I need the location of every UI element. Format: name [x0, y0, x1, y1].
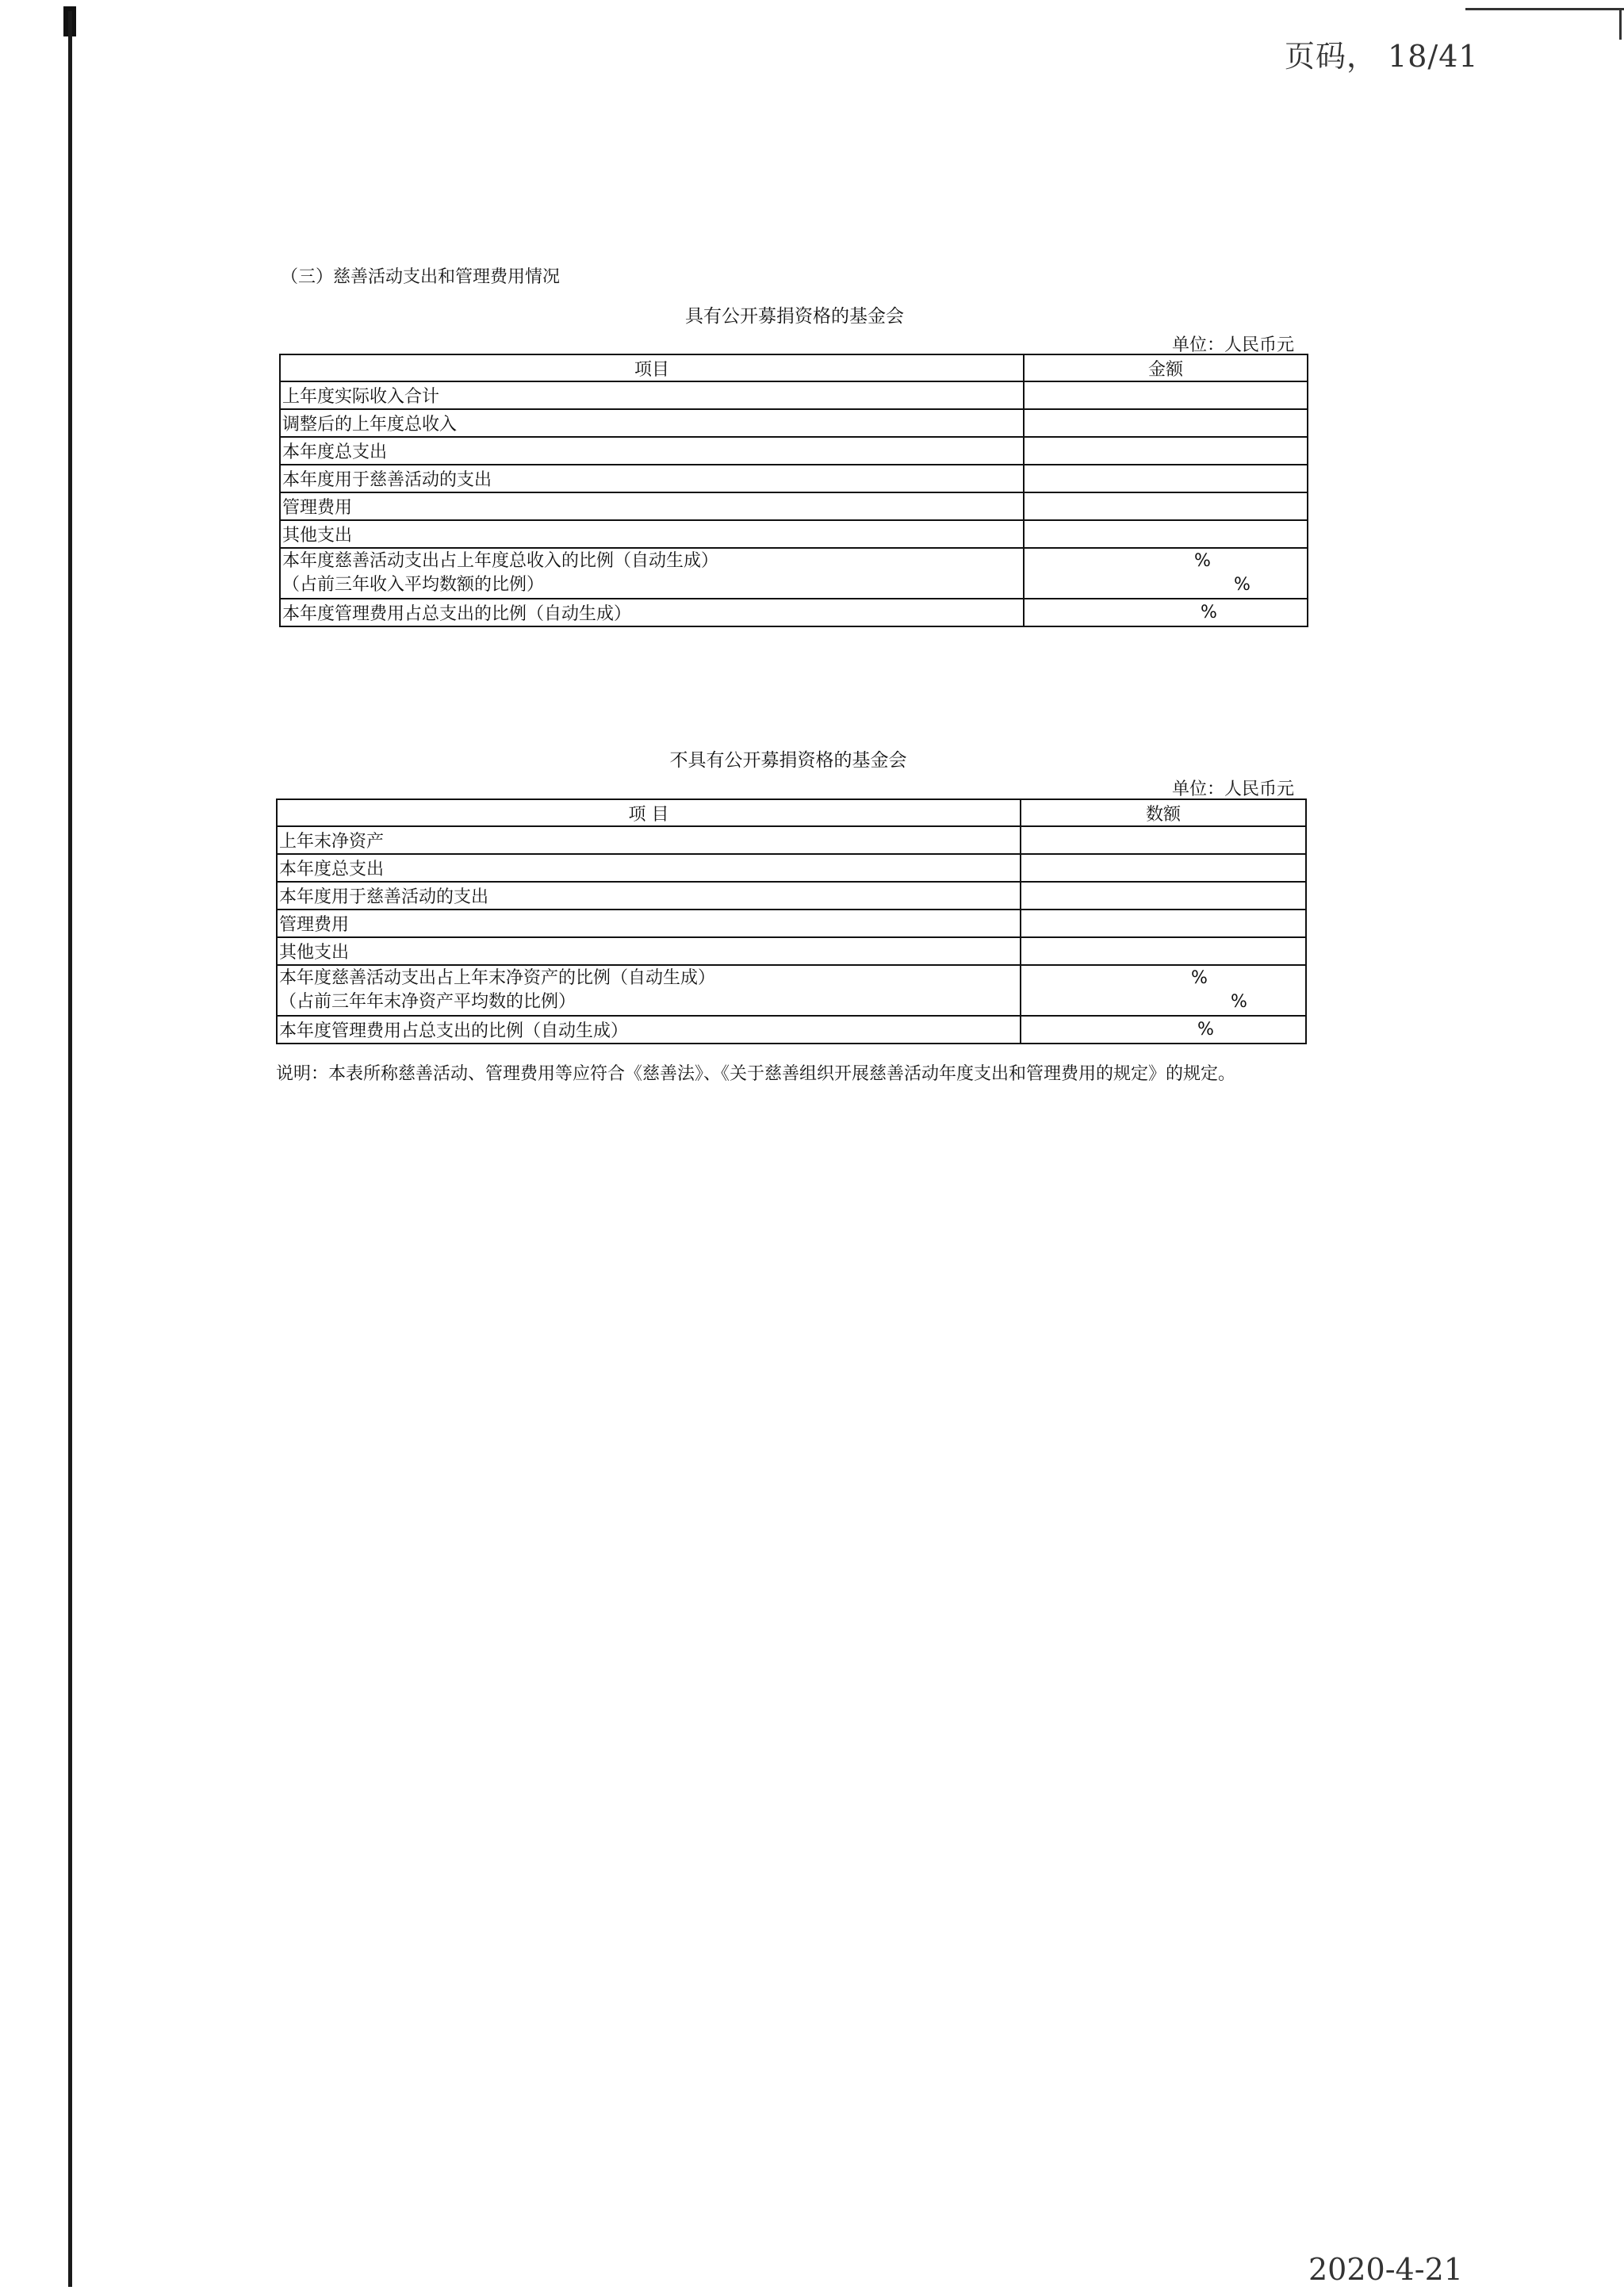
- section-heading: （三）慈善活动支出和管理费用情况: [281, 267, 561, 287]
- page-number: 页码， 18/41: [1285, 39, 1479, 74]
- scan-edge-left: [68, 11, 72, 2287]
- row-label-main: 本年度慈善活动支出占上年度总收入的比例（自动生成）: [282, 551, 719, 571]
- table-row: [280, 437, 1308, 465]
- percent-sign: %: [1201, 603, 1217, 622]
- row-value-cell[interactable]: [1021, 1016, 1306, 1044]
- table1-unit: 单位：人民币元: [1171, 335, 1294, 355]
- row-value-cell[interactable]: [1021, 937, 1306, 965]
- row-label: 管理费用: [280, 492, 1024, 520]
- table1-header-row: [280, 354, 1308, 381]
- row-value-cell[interactable]: [1021, 910, 1306, 937]
- table-row: [277, 854, 1306, 882]
- table-row: [280, 492, 1308, 520]
- percent-sign: %: [1191, 968, 1208, 988]
- table1-col-item: 项目: [280, 354, 1024, 381]
- row-value-cell[interactable]: [1024, 548, 1308, 599]
- row-label-main: 本年度慈善活动支出占上年末净资产的比例（自动生成）: [279, 968, 716, 988]
- table2-col-item: 项 目: [277, 799, 1021, 826]
- table-row: [277, 882, 1306, 910]
- table-row: [277, 937, 1306, 965]
- row-value-cell[interactable]: [1021, 882, 1306, 910]
- row-label: 管理费用: [277, 910, 1021, 937]
- table2: [276, 798, 1307, 1044]
- row-label: 本年度总支出: [280, 437, 1024, 465]
- table2-header-row: [277, 799, 1306, 826]
- table-row: [280, 599, 1308, 626]
- row-label-sub: （占前三年年末净资产平均数的比例）: [279, 992, 576, 1012]
- table-row: [280, 548, 1308, 599]
- explanatory-note: 说明：本表所称慈善活动、管理费用等应符合《慈善法》、《关于慈善组织开展慈善活动年度支出和管理费用的规定》的规定。: [276, 1064, 1236, 1084]
- row-label: 本年度管理费用占总支出的比例（自动生成）: [280, 599, 1024, 626]
- table-row: [277, 826, 1306, 854]
- row-value-cell[interactable]: [1024, 409, 1308, 437]
- row-value-cell[interactable]: [1024, 520, 1308, 548]
- row-label: 本年度用于慈善活动的支出: [280, 465, 1024, 492]
- table-row: [280, 465, 1308, 492]
- row-label: 其他支出: [277, 937, 1021, 965]
- row-value-cell[interactable]: [1024, 437, 1308, 465]
- row-value-cell[interactable]: [1024, 492, 1308, 520]
- row-label: 调整后的上年度总收入: [280, 409, 1024, 437]
- percent-sign: %: [1197, 1020, 1214, 1040]
- table2-unit: 单位：人民币元: [1171, 779, 1294, 799]
- row-label: 上年末净资产: [277, 826, 1021, 854]
- table-row: [277, 1016, 1306, 1044]
- row-label: 其他支出: [280, 520, 1024, 548]
- row-label: 上年度实际收入合计: [280, 381, 1024, 409]
- footer-date: 2020-4-21: [1308, 2252, 1463, 2287]
- row-label: [277, 965, 1021, 1016]
- table-row: [280, 381, 1308, 409]
- table1-title: 具有公开募捐资格的基金会: [685, 306, 904, 327]
- table-row: [280, 409, 1308, 437]
- row-value-cell[interactable]: [1021, 854, 1306, 882]
- percent-sign: %: [1234, 575, 1251, 595]
- percent-sign: %: [1194, 551, 1211, 571]
- row-label: [280, 548, 1024, 599]
- row-value-cell[interactable]: [1024, 599, 1308, 626]
- row-value-cell[interactable]: [1021, 826, 1306, 854]
- row-label-sub: （占前三年收入平均数额的比例）: [282, 575, 545, 595]
- row-label: 本年度管理费用占总支出的比例（自动生成）: [277, 1016, 1021, 1044]
- table-row: [277, 965, 1306, 1016]
- table-row: [280, 520, 1308, 548]
- scan-edge-right: [1619, 8, 1622, 40]
- row-value-cell[interactable]: [1024, 381, 1308, 409]
- table1: [279, 354, 1308, 627]
- table-row: [277, 910, 1306, 937]
- percent-sign: %: [1231, 992, 1247, 1012]
- table2-col-value: 数额: [1021, 799, 1306, 826]
- row-label: 本年度用于慈善活动的支出: [277, 882, 1021, 910]
- row-value-cell[interactable]: [1024, 465, 1308, 492]
- row-value-cell[interactable]: [1021, 965, 1306, 1016]
- table1-col-value: 金额: [1024, 354, 1308, 381]
- scan-edge-top: [1465, 8, 1624, 10]
- row-label: 本年度总支出: [277, 854, 1021, 882]
- table2-title: 不具有公开募捐资格的基金会: [669, 750, 907, 771]
